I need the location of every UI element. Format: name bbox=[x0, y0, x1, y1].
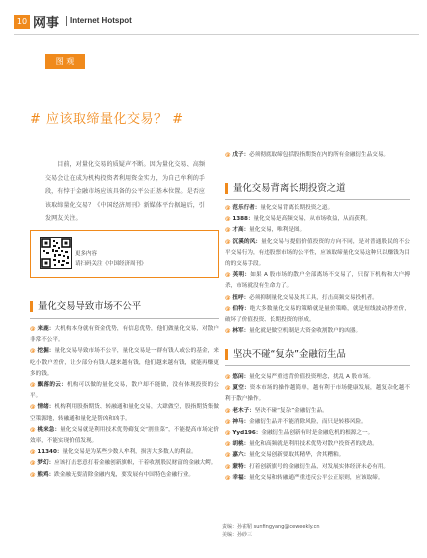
comment-item: @ 英明：如果 A 股市场的散户全部离场不交易了，只留下机构和大户搏杀，市场就没有生命力了。 bbox=[225, 272, 410, 290]
comment-text: 必须彻底取缔包括股指期货在内的所有金融衍生品交易。 bbox=[249, 152, 390, 158]
comment-text: 量化交易是为某些少数人牟利，损害大多数人的利益。 bbox=[62, 449, 197, 456]
comment-item: @ 桃来急：量化交易就是利用技术优势薅复交“割韭菜”，不能提高市场定价效率，不能实现价值发现。 bbox=[30, 426, 219, 445]
commenter-name: 幸福： bbox=[232, 474, 250, 481]
comment-item: @ 熊鸡：跌金融无要清除金融内鬼，要发展有中国特色金融行业。 bbox=[30, 471, 195, 478]
comment-text: 量化交易导致市场不公平，量化交易是一群有钱人或公的基金，来吃小散户差价，让少部分有钱人越来越有钱，他们越来越有钱，就能再赚更多的钱。 bbox=[30, 348, 219, 377]
commenter-name: 神马： bbox=[232, 418, 250, 425]
header-divider bbox=[66, 16, 67, 26]
commenter-name: 范乐行者： bbox=[232, 205, 261, 211]
comment-item: @ 老木子：坚决不碰“复杂”金融衍生品。 bbox=[225, 407, 328, 414]
comment-item: @ 悠闲：量化交易严重违背价值投资理念，扰乱 A 股市场。 bbox=[225, 374, 375, 380]
comment-item: @ 林军：量化就是做空机制是大资金收割散户的凶器。 bbox=[225, 328, 362, 335]
comment-item: @ 胡桃：量化和高频就是利用技术优势对散户投资者的洗劫。 bbox=[225, 441, 378, 448]
commenter-name: 扭呼： bbox=[232, 294, 250, 301]
comment-text: 量化交易背离长期投资之道。 bbox=[260, 205, 334, 211]
commenter-name: 悠闲： bbox=[232, 374, 250, 380]
comment-text: 跌金融无要清除金融内鬼，要发展有中国特色金融行业。 bbox=[54, 471, 195, 478]
commenter-name: 林军： bbox=[232, 328, 250, 335]
qr-code-icon bbox=[40, 237, 72, 269]
comment-item: @ Yyd196：金融衍生品创新有时是金融危机的根源之一。 bbox=[225, 430, 374, 437]
comment-item: @ 挖掘：量化交易导致市场不公平，量化交易是一群有钱人或公的基金，来吃小散户差价，让少部分有钱人越来越有钱，他们越来越有钱，就能再赚更多的钱。 bbox=[30, 348, 219, 377]
qr-caption-line-2: 请扫码关注《中国经济周刊》 bbox=[75, 261, 147, 267]
commenter-name: 夏空： bbox=[232, 385, 250, 392]
comment-text: 大机构本身就有资金优势，有信息优势，他们做量化交易，对散户非常不公平。 bbox=[30, 326, 219, 344]
comment-text: 金融衍生品并不能消除风险，而只是转移风险。 bbox=[249, 418, 367, 425]
intro-paragraph: 目前，对量化交易的质疑声不断。因为量化交易、高频交易会让在成为机构投资者利用资金实力，为自己牟利的手段，有悖于金融市场应该具备的公平公正基本位置。是否应该取缔量化交易？《中国经济周刊》新媒体平台据遍后，引发网友关注。 bbox=[45, 161, 205, 223]
comment-text: 如果 A 股市场的散户全部离场不交易了，只留下机构和大户搏杀，市场就没有生命力了。 bbox=[225, 272, 410, 290]
comment-item: @ 才高：量化交易，唯利是图。 bbox=[225, 227, 306, 234]
commenter-name: 挖掘： bbox=[37, 348, 55, 355]
section-3-title: 坚决不碰“复杂”金融衍生品 bbox=[225, 349, 346, 360]
comment-text: 量化交易，唯利是图。 bbox=[249, 227, 306, 234]
comment-item: @ 幸福：量化交易和转融通严重违反公平公正原则，应该取缔。 bbox=[225, 474, 384, 481]
comment-item: @ 情绪：机构利用股指期货、转融通和量化交易，大肆做空，股指期货集做空策源地，转融通和量化是帮凶和凶手。 bbox=[30, 404, 219, 422]
comment-item: @ 1388：量化交易是高频交易，从市场收益，从而获利。 bbox=[225, 216, 372, 223]
comment-text: 量化交易创新要取其精华，舍其糟粕。 bbox=[249, 452, 345, 459]
comment-text: 必须抑制量化交易及其工具，打击高频交易投机者。 bbox=[249, 294, 378, 301]
continued-comment-list bbox=[225, 150, 410, 161]
comment-item: @ 梦幻：应该打击恶意打着金融创新旗帜，干着收割股民财富的金融大鳄。 bbox=[30, 460, 217, 467]
commenter-name: 熊鸡： bbox=[37, 471, 55, 478]
section-3-comment-list bbox=[225, 372, 410, 484]
page-header bbox=[8, 10, 419, 32]
commenter-name: 伯特： bbox=[232, 305, 250, 312]
comment-text: 量化交易严重违背价值投资理念，扰乱 A 股市场。 bbox=[249, 374, 375, 380]
comment-item: @ 沉溪的风：量化交易与提倡价值投资的方向不同，是对普通股民的不公平交易行为，有违股票市场的公平性，应该取缔量化交易这种只以赚钱为目的的交易手段。 bbox=[225, 238, 410, 268]
comment-item: @ 嘉六：量化交易创新要取其精华，舍其糟粕。 bbox=[225, 452, 345, 459]
comment-text: 量化交易与提倡价值投资的方向不同，是对普通股民的不公平交易行为，有违股票市场的公平性，应该取缔量化交易这种只以赚钱为目的的交易手段。 bbox=[225, 238, 410, 268]
comment-text: 量化和高频就是利用技术优势对散户投资者的洗劫。 bbox=[249, 441, 378, 448]
comment-text: 机构利用股指期货、转融通和量化交易，大肆做空，股指期货集做空策源地，转融通和量化是帮凶和凶手。 bbox=[30, 404, 219, 422]
comment-text: 量化交易和转融通严重违反公平公正原则，应该取缔。 bbox=[249, 474, 384, 481]
commenter-name: 才高： bbox=[232, 227, 250, 234]
comment-item: @ 蒙特：打着创新旗号的金融衍生品，对发展实体经济未必有用。 bbox=[225, 463, 390, 470]
comment-item: @ 扭呼：必须抑制量化交易及其工具，打击高频交易投机者。 bbox=[225, 294, 378, 301]
comment-item: @ 来鹿：大机构本身就有资金优势，有信息优势，他们做量化交易，对散户非常不公平。 bbox=[30, 326, 219, 344]
commenter-name: 11340： bbox=[37, 449, 63, 456]
comment-text: 量化交易就是利用技术优势薅复交“割韭菜”，不能提高市场定价效率，不能实现价值发现。 bbox=[30, 426, 219, 445]
comment-item: @ 范乐行者：量化交易背离长期投资之道。 bbox=[225, 205, 334, 211]
commenter-name: 桃来急： bbox=[37, 426, 61, 433]
commenter-name: 老木子： bbox=[232, 407, 255, 414]
page-number: 10 bbox=[14, 15, 30, 29]
commenter-name: 蒙特： bbox=[232, 463, 250, 470]
section-2-rule bbox=[225, 199, 410, 200]
comment-item: @ 戊子：必须彻底取缔包括股指期货在内的所有金融衍生品交易。 bbox=[225, 152, 390, 158]
commenter-name: 英明： bbox=[232, 272, 251, 279]
column-english-name: Internet Hotspot bbox=[70, 16, 132, 25]
section-1-title: 量化交易导致市场不公平 bbox=[30, 301, 141, 312]
commenter-name: 沉溪的风： bbox=[232, 238, 262, 245]
section-1-comment-list bbox=[30, 324, 219, 481]
header-rule bbox=[14, 34, 419, 35]
comment-text: 金融衍生品创新有时是金融危机的根源之一。 bbox=[261, 430, 374, 437]
commenter-name: 飘落的云： bbox=[37, 382, 67, 389]
commenter-name: 1388： bbox=[232, 216, 254, 223]
comment-text: 坚决不碰“复杂”金融衍生品。 bbox=[254, 407, 328, 414]
comment-item: @ 11340：量化交易是为某些少数人牟利，损害大多数人的利益。 bbox=[30, 449, 197, 456]
section-2-comment-list bbox=[225, 203, 410, 337]
comment-text: 打着创新旗号的金融衍生品，对发展实体经济未必有用。 bbox=[249, 463, 390, 470]
column-name: 网事 bbox=[33, 16, 60, 31]
section-2-title: 量化交易背离长期投资之道 bbox=[225, 183, 346, 194]
commenter-name: Yyd196： bbox=[232, 430, 262, 437]
credits bbox=[222, 523, 320, 539]
comment-text: 量化就是做空机制是大资金收割散户的凶器。 bbox=[249, 328, 362, 335]
comment-text: 量化交易是高频交易，从市场收益，从而获利。 bbox=[253, 216, 372, 223]
commenter-name: 嘉六： bbox=[232, 452, 250, 459]
editor-credit: 责编：孙雀鞀 sunfingyang@ceweekly.cn bbox=[222, 524, 320, 530]
designer-credit: 美编：孙砂三 bbox=[222, 532, 253, 538]
comment-item: @ 神马：金融衍生品并不能消除风险，而只是转移风险。 bbox=[225, 418, 367, 425]
qr-caption-line-1: 更多内容 bbox=[75, 251, 98, 257]
qr-promo-box bbox=[30, 230, 219, 278]
comment-text: 机构可以做的量化交易，散户却不能做，没有体现投资的公平。 bbox=[30, 382, 219, 400]
commenter-name: 胡桃： bbox=[232, 441, 250, 448]
comment-text: 绝大多数量化交易的策略就是量价策略，就是短线波动挣差价，破坏了价值投资、长期投资的形成。 bbox=[225, 305, 410, 324]
commenter-name: 戊子： bbox=[232, 152, 250, 158]
comment-text: 资本市场的操作越简单，越有利于市场健康发展，越复杂化越不利于散户操作。 bbox=[225, 385, 410, 403]
comment-text: 应该打击恶意打着金融创新旗帜，干着收割股民财富的金融大鳄。 bbox=[54, 460, 217, 467]
commenter-name: 梦幻： bbox=[37, 460, 55, 467]
article-title: # 应该取缔量化交易？ # bbox=[30, 112, 184, 127]
section-1-rule bbox=[30, 318, 219, 319]
comment-item: @ 飘落的云：机构可以做的量化交易，散户却不能做，没有体现投资的公平。 bbox=[30, 382, 219, 400]
comment-item: @ 伯特：绝大多数量化交易的策略就是量价策略，就是短线波动挣差价，破坏了价值投资、长期投资的形成。 bbox=[225, 305, 410, 324]
section-3-rule bbox=[225, 365, 410, 366]
commenter-name: 情绪： bbox=[37, 404, 55, 411]
comment-item: @ 夏空：资本市场的操作越简单，越有利于市场健康发展，越复杂化越不利于散户操作。 bbox=[225, 385, 410, 403]
commenter-name: 来鹿： bbox=[37, 326, 55, 332]
section-tag: 图 观 bbox=[45, 54, 85, 69]
